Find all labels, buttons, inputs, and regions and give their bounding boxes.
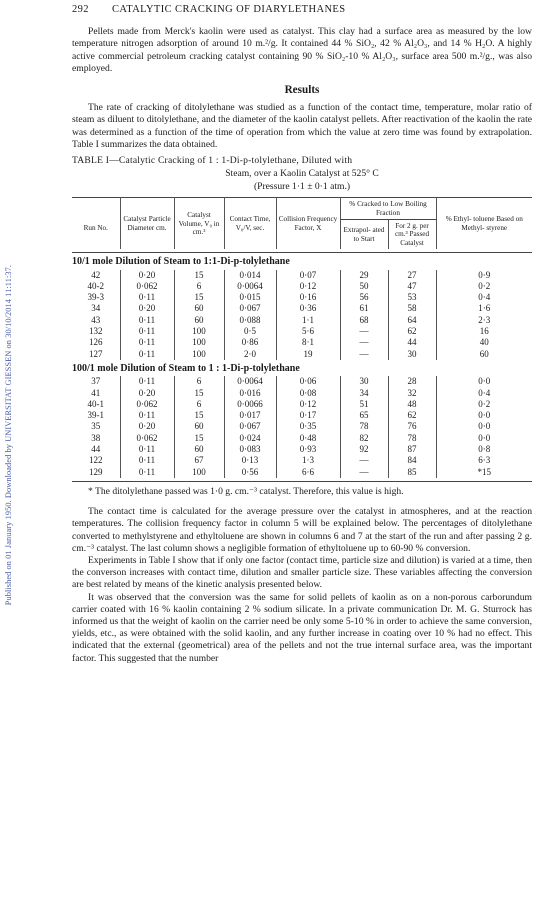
table-cell: 100 [174, 349, 224, 360]
table-cell: 30 [340, 376, 388, 387]
table-cell: 0·11 [120, 292, 174, 303]
table-cell: 0·93 [276, 444, 340, 455]
col-header-volume: Catalyst Volume, V₀ in cm.³ [174, 198, 224, 250]
col-group-header-cracked: % Cracked to Low Boiling Fraction [340, 198, 436, 220]
table-cell: 67 [174, 455, 224, 466]
table-section-title: 10/1 mole Dilution of Steam to 1:1-Di-p-tolylethane [72, 256, 290, 268]
table-row [72, 315, 532, 326]
table-cell: 40-2 [87, 280, 104, 291]
table-cell: 0·12 [276, 281, 340, 292]
table-cell: 0·12 [276, 399, 340, 410]
table-cell: 15 [174, 433, 224, 444]
table-cell: 0·9 [436, 270, 532, 281]
table-cell: 0·0064 [224, 281, 276, 292]
running-title: CATALYTIC CRACKING OF DIARYLETHANES [112, 4, 346, 15]
page-number: 292 [72, 4, 89, 15]
table-cell: — [340, 326, 388, 337]
table-cell: 68 [340, 315, 388, 326]
table-cell: 60 [174, 421, 224, 432]
article-page [72, 4, 532, 665]
table-cell: 42 [91, 269, 101, 280]
table-row [72, 410, 532, 421]
table-cell: 28 [388, 376, 436, 387]
table-cell: 84 [388, 455, 436, 466]
table-cell: 15 [174, 388, 224, 399]
table-row [72, 349, 532, 360]
table-row [72, 270, 532, 281]
table-cell: 1·1 [276, 315, 340, 326]
table-cell: 0·20 [120, 303, 174, 314]
col-header-collision-factor: Collision Frequency Factor, X [276, 198, 340, 250]
table-row [72, 388, 532, 399]
results-paragraph: The rate of cracking of ditolylethane was studied as a function of the contact time, temperature, molar ratio of steam as diluent to ditolylethane, and the diameter of the kaolin catalyst pellets. After reactivation of the kaolin the rate was determined as a function of the time of operation from which the value at zero time was found by extrapolation. Table I summarizes the data obtained. [72, 102, 532, 150]
table-cell: — [340, 455, 388, 466]
table-cell: 0·0 [436, 433, 532, 444]
table-cell: 0·5 [224, 326, 276, 337]
table-cell: 0·0066 [224, 399, 276, 410]
table-cell: 100 [174, 337, 224, 348]
table-cell: 48 [388, 399, 436, 410]
table-cell: 129 [89, 466, 103, 477]
table-cell: 0·11 [120, 455, 174, 466]
table-cell: 78 [388, 433, 436, 444]
table-cell: 0·11 [120, 337, 174, 348]
table-cell: 0·35 [276, 421, 340, 432]
table-cell: 0·2 [436, 281, 532, 292]
table-cell: 0·11 [120, 376, 174, 387]
table-cell: 0·56 [224, 467, 276, 478]
table-cell: — [340, 349, 388, 360]
col-header-contact-time: Contact Time, V₀/V, sec. [224, 198, 276, 250]
table-cell: 6 [174, 376, 224, 387]
table-cell: 2·3 [436, 315, 532, 326]
table-cell: 0·4 [436, 292, 532, 303]
table-cell: 19 [276, 349, 340, 360]
table-cell: 0·36 [276, 303, 340, 314]
table-cell: 0·16 [276, 292, 340, 303]
table-row [72, 303, 532, 314]
table-row [72, 337, 532, 348]
table-cell: 15 [174, 270, 224, 281]
table-cell: 0·48 [276, 433, 340, 444]
table-cell: 132 [89, 326, 103, 337]
table-cell: 34 [91, 303, 101, 314]
table-cell: 100 [174, 467, 224, 478]
table-cell: 0·4 [436, 388, 532, 399]
table-cell: 85 [388, 467, 436, 478]
table-cell: 40 [436, 337, 532, 348]
table-cell: 6 [174, 281, 224, 292]
table-cell: 0·11 [120, 410, 174, 421]
table-cell: 0·062 [120, 433, 174, 444]
table-row [72, 399, 532, 410]
table-cell: 0·067 [224, 303, 276, 314]
table-cell: 0·11 [120, 349, 174, 360]
table-cell: 78 [340, 421, 388, 432]
table-cell: 0·08 [276, 388, 340, 399]
table-cell: 2·0 [224, 349, 276, 360]
table-cell: 62 [388, 326, 436, 337]
cracking-data-table [72, 197, 532, 482]
sidebar-download-note: Published on 01 January 1950. Downloaded by UNIVERSITAT GIESSEN on 30/10/2014 11:11:37. [3, 264, 13, 606]
table-cell: 0·0064 [224, 376, 276, 387]
table-footnote: * The ditolylethane passed was 1·0 g. cm.⁻³ catalyst. Therefore, this value is high. [88, 485, 404, 497]
table-cell: 50 [340, 281, 388, 292]
table-cell: 39-1 [87, 410, 104, 421]
body-paragraph: The contact time is calculated for the average pressure over the catalyst in atmospheres, and at the reaction temperatures. The collision frequency factor in column 5 will be explained below. The percentages of ditolylethane converted to methylstyrene and ethyltoluene are shown in columns 6 and 7 at the start of the run and after passing 2 g. cm.⁻³ catalyst. The last column shows a negligible formation of ethyltoluene up to 60-90 % conversion. [72, 506, 532, 554]
table-cell: 0·0 [436, 421, 532, 432]
table-cell: 92 [340, 444, 388, 455]
table-section-title: 100/1 mole Dilution of Steam to 1 : 1-Di-p-tolylethane [72, 362, 300, 374]
table-cell: 60 [174, 444, 224, 455]
body-paragraph: Experiments in Table I show that if only one factor (contact time, particle size and dilution) is varied at a time, then the converson increases with contact time, dilution and smaller particle size. These variables affecting the conversion are best related by means of the kinetic analysis presented below. [72, 554, 532, 591]
table-row [72, 467, 532, 478]
table-cell: 6·6 [276, 467, 340, 478]
table-cell: 127 [89, 348, 103, 359]
table-row [72, 444, 532, 455]
body-paragraph: It was observed that the conversion was the same for solid pellets of kaolin as on a non-porous carborundum carrier coated with 16 % kaolin containing 2 % sodium silicate. In a private communication Dr. M. G. Sturrock has informed us that the weight of kaolin on the carrier need be only some 5-10 % in order to achieve the same conversion, yields, etc., as were obtained with the solid kaolin, and any further increase in coating over 10 % had no effect. This indicated that the external (geometrical) area of the pellets and not the true internal surface area, was the important factor. This suggested that the number [72, 591, 532, 664]
table-cell: 0·13 [224, 455, 276, 466]
table-cell: 35 [91, 421, 101, 432]
table-cell: 76 [388, 421, 436, 432]
table-cell: 0·20 [120, 388, 174, 399]
table-cell: 0·11 [120, 326, 174, 337]
table-row [72, 433, 532, 444]
table-cell: — [340, 337, 388, 348]
table-cell: 0·024 [224, 433, 276, 444]
intro-paragraph: Pellets made from Merck's kaolin were used as catalyst. This clay had a surface area as measured by the low temperature nitrogen adsorption of around 10 m.²/g. It contained 44 % SiO₂, 42 % Al₂O₃, and 14 % H₂O. A highly active commercial petroleum cracking catalyst containing 90 % SiO₂-10 % Al₂O₃, surface area 500 m.²/g., was also employed. [72, 26, 532, 74]
table-row [72, 292, 532, 303]
table-cell: 30 [388, 349, 436, 360]
table-cell: 0·016 [224, 388, 276, 399]
table-subcaption: (Pressure 1·1 ± 0·1 atm.) [253, 181, 351, 193]
col-header-run-no: Run No. [83, 223, 108, 232]
table-row [72, 281, 532, 292]
table-cell: 32 [388, 388, 436, 399]
table-cell: 1·3 [276, 455, 340, 466]
table-cell: 1·6 [436, 303, 532, 314]
table-cell: 87 [388, 444, 436, 455]
table-cell: 0·014 [224, 270, 276, 281]
table-cell: 41 [91, 387, 101, 398]
table-cell: 0·062 [120, 399, 174, 410]
table-cell: *15 [436, 467, 532, 478]
table-cell: 0·11 [120, 315, 174, 326]
table-cell: 38 [91, 432, 101, 443]
table-cell: 15 [174, 410, 224, 421]
table-caption-line2: Steam, over a Kaolin Catalyst at 525° C [225, 167, 379, 179]
col-header-ethyltoluene: % Ethyl- toluene Based on Methyl- styrene [436, 198, 532, 250]
table-cell: 53 [388, 292, 436, 303]
table-cell: 47 [388, 281, 436, 292]
table-row [72, 326, 532, 337]
table-cell: 40-1 [87, 398, 104, 409]
table-cell: 27 [388, 270, 436, 281]
table-cell: 64 [388, 315, 436, 326]
table-cell: 0·20 [120, 270, 174, 281]
table-cell: 0·0 [436, 376, 532, 387]
col-header-diameter: Catalyst Particle Diameter cm. [120, 198, 174, 250]
table-cell: 0·067 [224, 421, 276, 432]
table-cell: 0·17 [276, 410, 340, 421]
table-cell: 0·2 [436, 399, 532, 410]
table-cell: 62 [388, 410, 436, 421]
table-cell: 6 [174, 399, 224, 410]
table-cell: 58 [388, 303, 436, 314]
table-cell: 60 [174, 303, 224, 314]
table-cell: 29 [340, 270, 388, 281]
table-cell: 0·8 [436, 444, 532, 455]
table-cell: 43 [91, 314, 101, 325]
table-cell: 122 [89, 455, 103, 466]
table-row [72, 455, 532, 466]
table-cell: 37 [91, 376, 101, 387]
table-cell: 56 [340, 292, 388, 303]
table-cell: 0·11 [120, 444, 174, 455]
table-cell: 39-3 [87, 292, 104, 303]
table-cell: 51 [340, 399, 388, 410]
table-cell: 0·062 [120, 281, 174, 292]
results-heading: Results [284, 84, 320, 97]
table-cell: 0·083 [224, 444, 276, 455]
table-cell: 44 [91, 444, 101, 455]
table-cell: 0·0 [436, 410, 532, 421]
table-cell: 0·06 [276, 376, 340, 387]
col-header-per-2g: For 2 g. per cm.³ Passed Catalyst [388, 220, 436, 250]
table-cell: 0·088 [224, 315, 276, 326]
table-cell: 61 [340, 303, 388, 314]
table-cell: 5·6 [276, 326, 340, 337]
running-header [72, 4, 532, 16]
table-cell: — [340, 467, 388, 478]
table-cell: 60 [436, 349, 532, 360]
table-cell: 8·1 [276, 337, 340, 348]
table-cell: 65 [340, 410, 388, 421]
table-cell: 34 [340, 388, 388, 399]
table-cell: 16 [436, 326, 532, 337]
table-cell: 82 [340, 433, 388, 444]
table-cell: 15 [174, 292, 224, 303]
table-cell: 0·015 [224, 292, 276, 303]
table-cell: 0·11 [120, 467, 174, 478]
table-cell: 44 [388, 337, 436, 348]
table-cell: 100 [174, 326, 224, 337]
table-cell: 0·20 [120, 421, 174, 432]
table-cell: 126 [89, 337, 103, 348]
table-cell: 60 [174, 315, 224, 326]
col-header-extrapolated: Extrapol- ated to Start [340, 220, 388, 250]
table-cell: 0·07 [276, 270, 340, 281]
table-cell: 0·86 [224, 337, 276, 348]
table-cell: 0·017 [224, 410, 276, 421]
table-row [72, 421, 532, 432]
table-row [72, 376, 532, 387]
table-cell: 6·3 [436, 455, 532, 466]
publication-sidebar [2, 165, 16, 705]
table-caption: TABLE I—Catalytic Cracking of 1 : 1-Di-p-tolylethane, Diluted with [72, 155, 353, 167]
